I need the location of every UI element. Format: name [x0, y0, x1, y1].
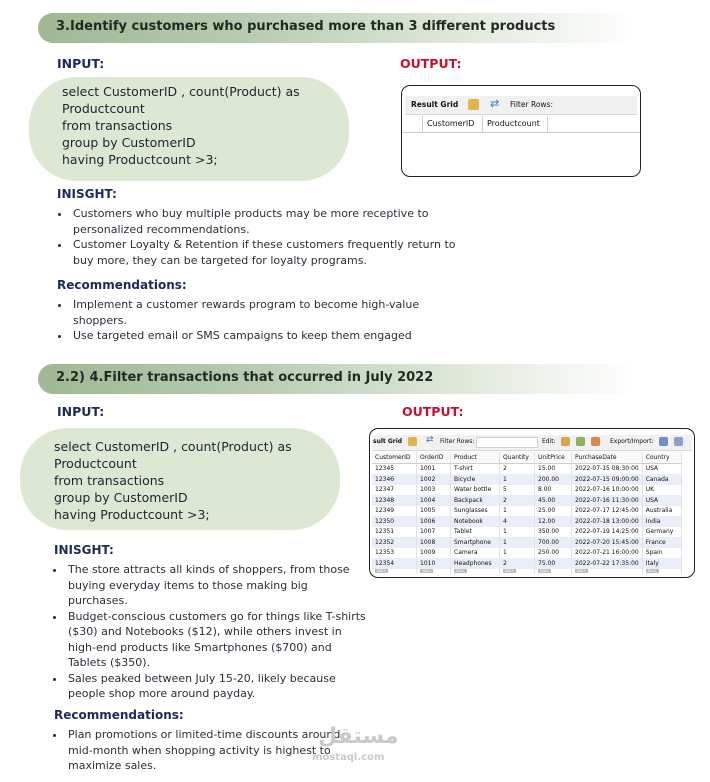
result-grid-tab[interactable]: sult Grid [373, 438, 403, 445]
cell[interactable]: 1005 [417, 506, 451, 517]
table-row[interactable] [372, 474, 681, 485]
section2-recommendations [50, 727, 356, 774]
table-row[interactable] [372, 527, 681, 538]
cell[interactable]: 1 [500, 527, 535, 538]
cell[interactable]: Water bottle [451, 485, 500, 496]
cell[interactable]: 2022-07-18 13:00:00 [572, 516, 643, 527]
refresh-icon[interactable]: ⇄ [426, 435, 434, 445]
cell[interactable]: Canada [642, 474, 681, 485]
cell[interactable]: 1002 [417, 474, 451, 485]
section2-code [54, 438, 292, 523]
section2-input-label: INPUT: [57, 404, 105, 419]
cell[interactable]: 8.00 [535, 485, 572, 496]
cell[interactable]: USA [642, 495, 681, 506]
recommendation-item: • Use targeted email or SMS campaigns to keep them engaged [71, 328, 471, 344]
cell[interactable]: 4 [500, 516, 535, 527]
cell[interactable]: Australia [642, 506, 681, 517]
section1-banner [38, 13, 638, 43]
cell[interactable]: USA [642, 463, 681, 474]
column-header[interactable]: CustomerID [427, 119, 475, 128]
column-header[interactable]: PurchaseDate [572, 452, 643, 463]
delete-row-icon[interactable] [591, 437, 600, 446]
table-row[interactable] [372, 558, 681, 569]
refresh-icon[interactable]: ⇄ [490, 97, 500, 110]
cell[interactable]: 1 [500, 474, 535, 485]
cell[interactable]: 12351 [372, 527, 417, 538]
table-row[interactable] [372, 463, 681, 474]
code-line: having Productcount >3; [54, 507, 210, 522]
section1-result-grid [401, 85, 641, 177]
null-badge: NULL [647, 569, 657, 573]
cell[interactable]: 1 [500, 548, 535, 559]
cell[interactable]: Notebook [451, 516, 500, 527]
cell[interactable]: 250.00 [535, 548, 572, 559]
cell[interactable]: France [642, 537, 681, 548]
code-line: from transactions [62, 118, 173, 133]
cell[interactable]: 12345 [372, 463, 417, 474]
section2-result-grid [369, 428, 695, 578]
cell[interactable]: 2022-07-15 09:00:00 [572, 474, 643, 485]
cell[interactable]: 1001 [417, 463, 451, 474]
insight-item: • Budget-conscious customers go for things like T-shirts ($30) and Notebooks ($12), while others invest in high-end products like Smartphones ($700) and Tablets ($350). [66, 609, 366, 671]
cell[interactable]: Backpack [451, 495, 500, 506]
cell[interactable]: 2 [500, 558, 535, 569]
cell[interactable]: 1006 [417, 516, 451, 527]
cell[interactable]: 12348 [372, 495, 417, 506]
cell[interactable]: 45.00 [535, 495, 572, 506]
null-badge: NULL [577, 569, 587, 573]
cell[interactable]: 12349 [372, 506, 417, 517]
column-header[interactable]: Productcount [487, 119, 540, 128]
section2-insights [50, 562, 366, 702]
column-header[interactable]: Country [642, 452, 681, 463]
result-grid-tab[interactable]: Result Grid [411, 100, 459, 109]
edit-label: Edit: [542, 438, 556, 445]
cell[interactable]: 1009 [417, 548, 451, 559]
cell[interactable]: 1007 [417, 527, 451, 538]
code-line: from transactions [54, 473, 165, 488]
cell[interactable]: Sunglasses [451, 506, 500, 517]
code-line: group by CustomerID [54, 490, 188, 505]
cell[interactable]: 12353 [372, 548, 417, 559]
insight-item: • Sales peaked between July 15-20, likely because people shop more around payday. [66, 671, 366, 702]
null-badge: NULL [505, 569, 515, 573]
code-line: Productcount [54, 456, 137, 471]
column-header[interactable]: Product [451, 452, 500, 463]
table-row[interactable] [372, 495, 681, 506]
cell[interactable]: 1004 [417, 495, 451, 506]
cell[interactable]: 5 [500, 485, 535, 496]
cell[interactable]: 12354 [372, 558, 417, 569]
grid-icon[interactable] [408, 437, 417, 446]
cell[interactable]: 2 [500, 463, 535, 474]
cell[interactable]: 1003 [417, 485, 451, 496]
import-icon[interactable] [674, 437, 683, 446]
column-header[interactable]: Quantity [500, 452, 535, 463]
code-line: group by CustomerID [62, 135, 196, 150]
section2-recommendations-title: Recommendations: [54, 708, 184, 722]
grid-icon[interactable] [468, 99, 479, 110]
cell[interactable]: 12350 [372, 516, 417, 527]
cell[interactable]: 2022-07-16 11:30:00 [572, 495, 643, 506]
section2-title: 2.2) 4.Filter transactions that occurred in July 2022 [56, 370, 434, 385]
table-row-null[interactable] [372, 569, 681, 574]
cell[interactable]: 2022-07-17 12:45:00 [572, 506, 643, 517]
cell[interactable]: 2022-07-15 08:30:00 [572, 463, 643, 474]
section1-input-label: INPUT: [57, 56, 105, 71]
cell[interactable]: India [642, 516, 681, 527]
insight-item: • Customers who buy multiple products may be more receptive to personalized recommendations. [71, 206, 471, 237]
section2-output-label: OUTPUT: [402, 404, 464, 419]
recommendation-item: • Implement a customer rewards program to become high-value shoppers. [71, 297, 471, 328]
table-row[interactable] [372, 548, 681, 559]
cell[interactable]: 12352 [372, 537, 417, 548]
cell[interactable]: Germany [642, 527, 681, 538]
cell[interactable]: 75.00 [535, 558, 572, 569]
cell[interactable]: 2022-07-19 14:25:00 [572, 527, 643, 538]
result-grid-header [402, 116, 640, 133]
cell[interactable]: T-shirt [451, 463, 500, 474]
cell[interactable]: Tablet [451, 527, 500, 538]
cell[interactable]: Headphones [451, 558, 500, 569]
cell[interactable]: Italy [642, 558, 681, 569]
section1-code [62, 83, 300, 168]
cell[interactable]: 2022-07-22 17:35:00 [572, 558, 643, 569]
section1-title: 3.Identify customers who purchased more than 3 different products [56, 19, 556, 34]
null-badge: NULL [422, 569, 432, 573]
code-line: select CustomerID , count(Product) as [62, 84, 300, 99]
cell[interactable]: 15.00 [535, 463, 572, 474]
cell[interactable]: 25.00 [535, 506, 572, 517]
table-row[interactable] [372, 516, 681, 527]
cell[interactable]: 350.00 [535, 527, 572, 538]
cell[interactable]: 1 [500, 537, 535, 548]
cell[interactable]: Camera [451, 548, 500, 559]
recommendation-item: • Plan promotions or limited-time discounts around mid-month when shopping activity is highest to maximize sales. [66, 727, 356, 774]
code-line: having Productcount >3; [62, 152, 218, 167]
table-row[interactable] [372, 485, 681, 496]
column-header[interactable]: OrderID [417, 452, 451, 463]
cell[interactable]: 12346 [372, 474, 417, 485]
cell[interactable]: 2 [500, 495, 535, 506]
cell[interactable]: 2022-07-16 10:00:00 [572, 485, 643, 496]
section1-insight-title: INISGHT: [57, 187, 117, 201]
column-header[interactable]: CustomerID [372, 452, 417, 463]
section1-output-label: OUTPUT: [400, 56, 462, 71]
filter-rows-label: Filter Rows: [440, 438, 475, 445]
cell[interactable]: 1 [500, 506, 535, 517]
section1-recommendations [55, 297, 471, 344]
result-table [372, 452, 682, 574]
result-grid-toolbar [405, 96, 637, 115]
section1-recommendations-title: Recommendations: [57, 278, 187, 292]
null-badge: NULL [456, 569, 466, 573]
cell[interactable]: 12347 [372, 485, 417, 496]
code-line: Productcount [62, 101, 145, 116]
watermark-latin: mostaql.com [312, 752, 385, 763]
table-row[interactable] [372, 506, 681, 517]
null-badge: NULL [540, 569, 550, 573]
code-line: select CustomerID , count(Product) as [54, 439, 292, 454]
column-header[interactable]: UnitPrice [535, 452, 572, 463]
add-row-icon[interactable] [576, 437, 585, 446]
cell[interactable]: Bicycle [451, 474, 500, 485]
section1-insights [55, 206, 471, 268]
section2-insight-title: INISGHT: [54, 543, 114, 557]
cell[interactable]: 200.00 [535, 474, 572, 485]
result-grid-toolbar [372, 435, 692, 451]
watermark-arabic: مستقل [318, 724, 399, 749]
edit-row-icon[interactable] [561, 437, 570, 446]
insight-item: • The store attracts all kinds of shoppers, from those buying everyday items to those making big purchases. [66, 562, 366, 609]
table-row[interactable] [372, 537, 681, 548]
null-badge: NULL [377, 569, 387, 573]
filter-rows-label: Filter Rows: [510, 100, 553, 109]
export-import-label: Export/Import: [610, 438, 654, 445]
export-icon[interactable] [659, 437, 668, 446]
section2-banner [38, 364, 638, 394]
cell[interactable]: 1008 [417, 537, 451, 548]
cell[interactable]: Smartphone [451, 537, 500, 548]
cell[interactable]: Spain [642, 548, 681, 559]
cell[interactable]: 12.00 [535, 516, 572, 527]
table-header-row [372, 452, 681, 463]
cell[interactable]: 2022-07-21 16:00:00 [572, 548, 643, 559]
filter-rows-input[interactable] [476, 437, 538, 448]
cell[interactable]: UK [642, 485, 681, 496]
cell[interactable]: 700.00 [535, 537, 572, 548]
cell[interactable]: 2022-07-20 15:45:00 [572, 537, 643, 548]
cell[interactable]: 1010 [417, 558, 451, 569]
insight-item: • Customer Loyalty & Retention if these customers frequently return to buy more, they can be targeted for loyalty programs. [71, 237, 471, 268]
